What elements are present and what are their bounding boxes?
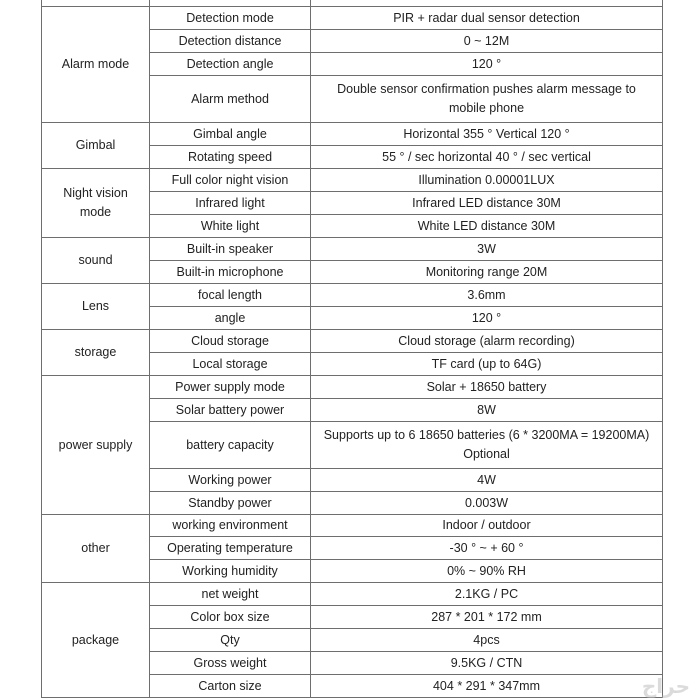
spec-value: 9.5KG / CTN bbox=[311, 652, 663, 675]
spec-label: Working humidity bbox=[150, 560, 311, 583]
spec-group-label: Lens bbox=[42, 284, 150, 330]
spec-group-label: Gimbal bbox=[42, 123, 150, 169]
spec-value: PIR + radar dual sensor detection bbox=[311, 7, 663, 30]
spec-value: 0 ~ 12M bbox=[311, 30, 663, 53]
spec-label: net weight bbox=[150, 583, 311, 606]
spec-value: 0.003W bbox=[311, 492, 663, 515]
spec-value: TF card (up to 64G) bbox=[311, 353, 663, 376]
spec-group-label: Night vision mode bbox=[42, 169, 150, 238]
spec-label: working environment bbox=[150, 515, 311, 537]
spec-value: 0% ~ 90% RH bbox=[311, 560, 663, 583]
spec-label: Gross weight bbox=[150, 652, 311, 675]
spec-label: Color box size bbox=[150, 606, 311, 629]
spec-label: Power supply mode bbox=[150, 376, 311, 399]
spec-row bbox=[42, 169, 663, 192]
spec-row bbox=[42, 123, 663, 146]
spec-group-label: other bbox=[42, 515, 150, 583]
spec-label: Gimbal angle bbox=[150, 123, 311, 146]
spec-group-label: power supply bbox=[42, 376, 150, 515]
spec-value: 4W bbox=[311, 469, 663, 492]
spec-value: Monitoring range 20M bbox=[311, 261, 663, 284]
spec-row bbox=[42, 515, 663, 537]
spec-table-body bbox=[42, 0, 663, 698]
spec-value: 4pcs bbox=[311, 629, 663, 652]
spec-label: Standby power bbox=[150, 492, 311, 515]
spec-label: Solar battery power bbox=[150, 399, 311, 422]
spec-label: Carton size bbox=[150, 675, 311, 698]
spec-value: 404 * 291 * 347mm bbox=[311, 675, 663, 698]
spec-row bbox=[42, 330, 663, 353]
spec-row bbox=[42, 7, 663, 30]
spec-label: Built-in speaker bbox=[150, 238, 311, 261]
spec-label: Rotating speed bbox=[150, 146, 311, 169]
spec-value: Horizontal 355 ° Vertical 120 ° bbox=[311, 123, 663, 146]
spec-label: Qty bbox=[150, 629, 311, 652]
watermark-logo: حراج bbox=[641, 674, 690, 698]
spec-table bbox=[41, 0, 663, 698]
spec-label: Full color night vision bbox=[150, 169, 311, 192]
spec-value: Illumination 0.00001LUX bbox=[311, 169, 663, 192]
spec-label: Operating temperature bbox=[150, 537, 311, 560]
spec-value: 2.1KG / PC bbox=[311, 583, 663, 606]
spec-value: Cloud storage (alarm recording) bbox=[311, 330, 663, 353]
spec-label: Cloud storage bbox=[150, 330, 311, 353]
spec-value: 55 ° / sec horizontal 40 ° / sec vertical bbox=[311, 146, 663, 169]
spec-label: Detection angle bbox=[150, 53, 311, 76]
spec-row bbox=[42, 583, 663, 606]
spec-row bbox=[42, 238, 663, 261]
spec-label: White light bbox=[150, 215, 311, 238]
spec-label: Detection distance bbox=[150, 30, 311, 53]
spec-label: battery capacity bbox=[150, 422, 311, 469]
spec-row bbox=[42, 284, 663, 307]
spec-value: 8W bbox=[311, 399, 663, 422]
spec-value: 120 ° bbox=[311, 53, 663, 76]
spec-value: Supports up to 6 18650 batteries (6 * 3200MA = 19200MA) Optional bbox=[311, 422, 663, 469]
spec-label: Local storage bbox=[150, 353, 311, 376]
spec-label: Infrared light bbox=[150, 192, 311, 215]
spec-group-label: package bbox=[42, 583, 150, 698]
spec-label: angle bbox=[150, 307, 311, 330]
spec-group-label: storage bbox=[42, 330, 150, 376]
spec-label: Built-in microphone bbox=[150, 261, 311, 284]
spec-value: 3.6mm bbox=[311, 284, 663, 307]
spec-value: Infrared LED distance 30M bbox=[311, 192, 663, 215]
spec-value: Indoor / outdoor bbox=[311, 515, 663, 537]
spec-value: 120 ° bbox=[311, 307, 663, 330]
spec-value: White LED distance 30M bbox=[311, 215, 663, 238]
spec-label: Alarm method bbox=[150, 76, 311, 123]
spec-value: -30 ° ~ + 60 ° bbox=[311, 537, 663, 560]
spec-group-label: Alarm mode bbox=[42, 7, 150, 123]
spec-label: focal length bbox=[150, 284, 311, 307]
spec-row bbox=[42, 376, 663, 399]
spec-value: 3W bbox=[311, 238, 663, 261]
spec-label: Working power bbox=[150, 469, 311, 492]
spec-value: 287 * 201 * 172 mm bbox=[311, 606, 663, 629]
spec-value: Double sensor confirmation pushes alarm message to mobile phone bbox=[311, 76, 663, 123]
spec-label: Detection mode bbox=[150, 7, 311, 30]
spec-value: Solar + 18650 battery bbox=[311, 376, 663, 399]
spec-group-label: sound bbox=[42, 238, 150, 284]
